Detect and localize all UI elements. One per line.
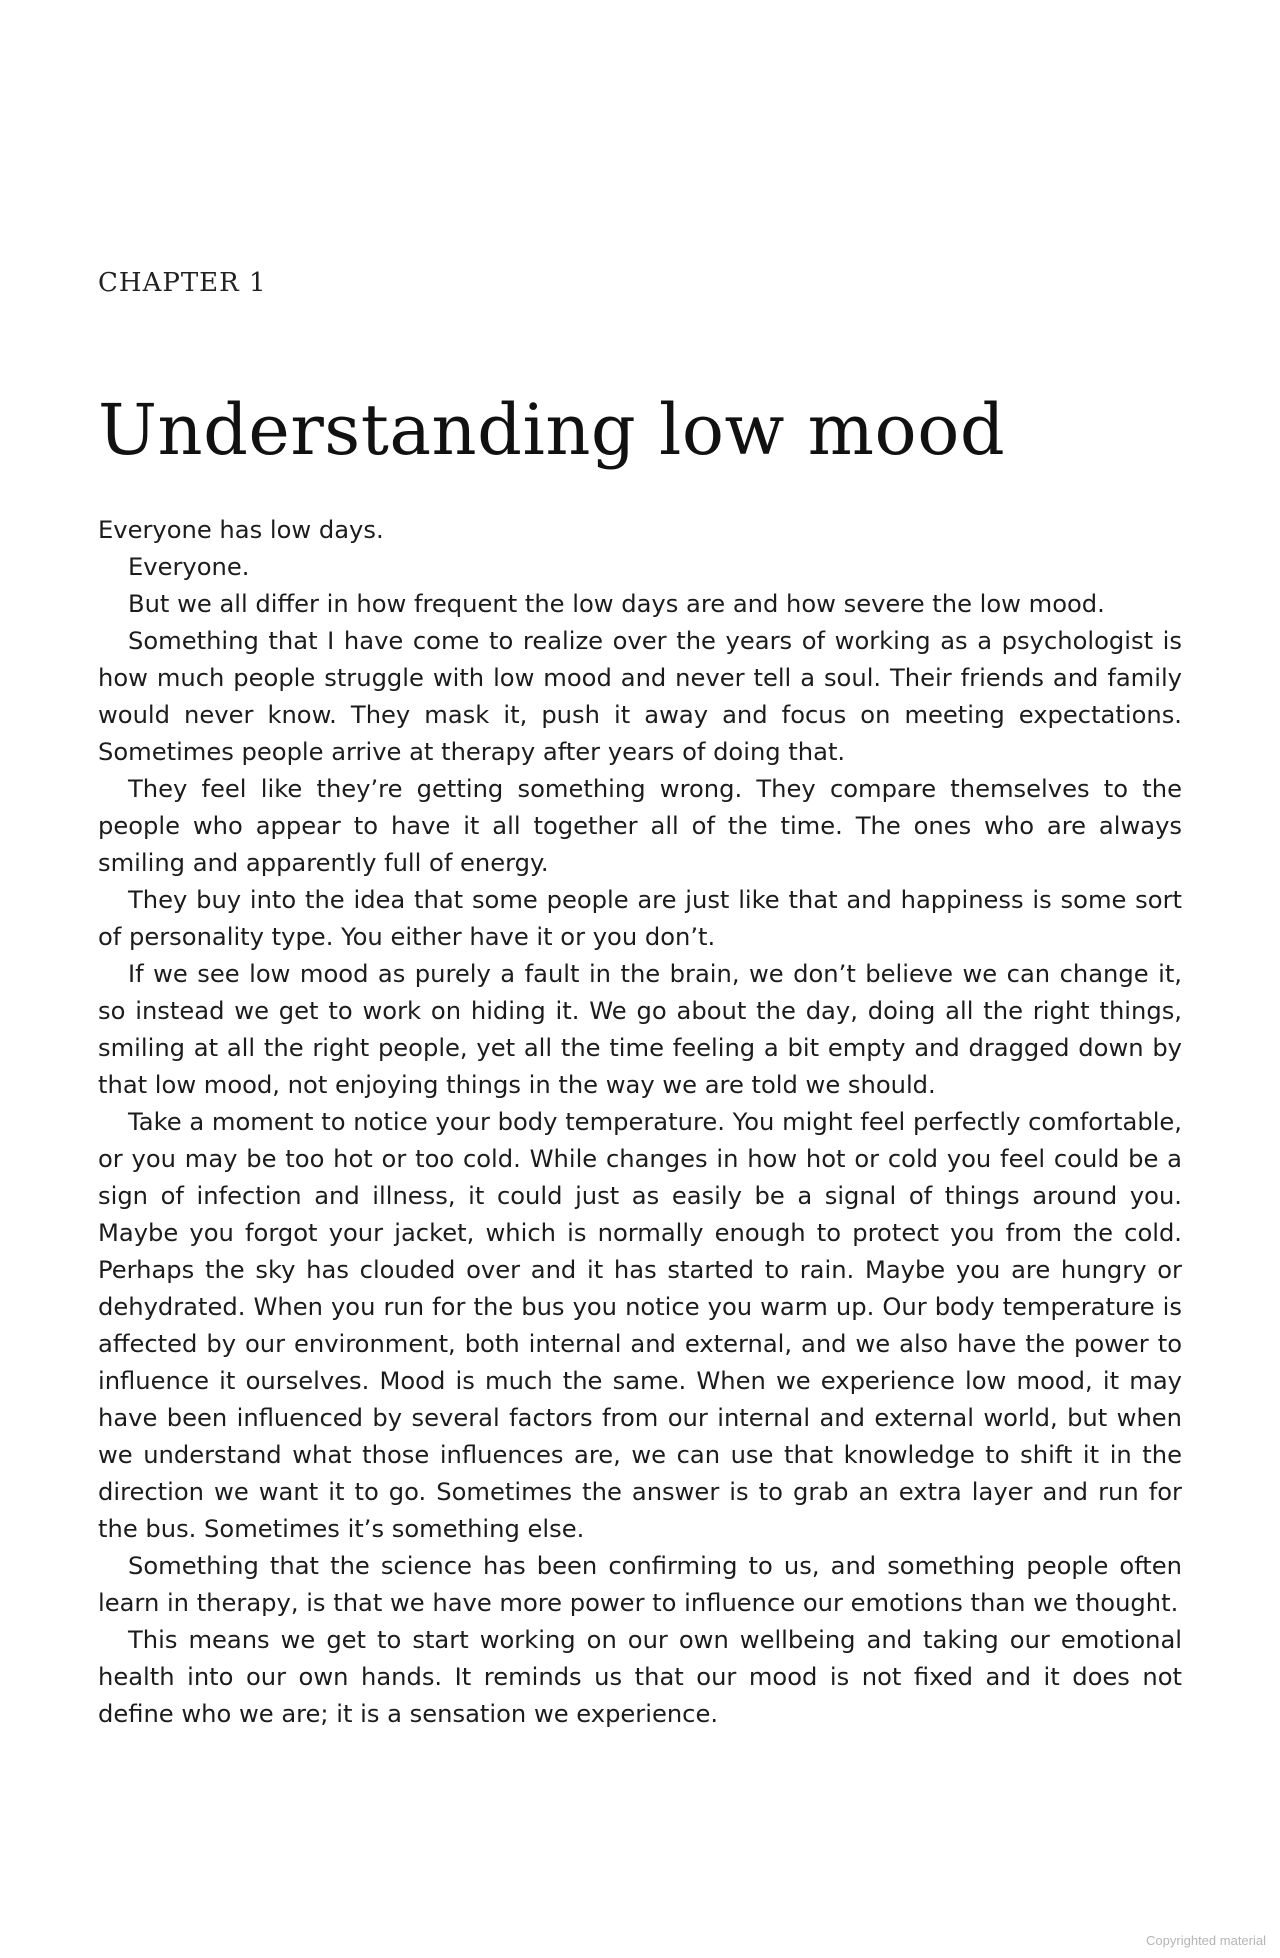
paragraph: They buy into the idea that some people are just like that and happiness is some sort of personality type. You either have it or you don’t. bbox=[98, 886, 1182, 951]
paragraph: Everyone has low days. bbox=[98, 516, 384, 544]
paragraph: But we all differ in how frequent the low days are and how severe the low mood. bbox=[128, 590, 1105, 618]
chapter-label: CHAPTER 1 bbox=[98, 268, 267, 298]
paragraph: Something that I have come to realize over the years of working as a psychologist is how much people struggle with low mood and never tell a soul. Their friends and family would never know. They mask it, push it away and focus on meeting expectations. Sometimes people arrive at therapy after years of doing that. bbox=[98, 627, 1182, 766]
paragraph: This means we get to start working on our own wellbeing and taking our emotional health into our own hands. It reminds us that our mood is not fixed and it does not define who we are; it is a sensation we experience. bbox=[98, 1626, 1182, 1728]
paragraph: They feel like they’re getting something wrong. They compare themselves to the people who appear to have it all together all of the time. The ones who are always smiling and apparently full of energy. bbox=[98, 775, 1182, 877]
paragraph: If we see low mood as purely a fault in the brain, we don’t believe we can change it, so instead we get to work on hiding it. We go about the day, doing all the right things, smiling at all the right people, yet all the time feeling a bit empty and dragged down by that low mood, not enjoying things in the way we are told we should. bbox=[98, 960, 1182, 1099]
chapter-title: Understanding low mood bbox=[98, 388, 1006, 471]
paragraph: Everyone. bbox=[128, 553, 250, 581]
paragraph: Something that the science has been confirming to us, and something people often learn in therapy, is that we have more power to influence our emotions than we thought. bbox=[98, 1552, 1182, 1617]
copyright-notice: Copyrighted material bbox=[1146, 1933, 1266, 1948]
paragraph: Take a moment to notice your body temperature. You might feel perfectly comfortable, or you may be too hot or too cold. While changes in how hot or cold you feel could be a sign of infection and illness, it could just as easily be a signal of things around you. Maybe you forgot your jacket, which is normally enough to protect you from the cold. Perhaps the sky has clouded over and it has started to rain. Maybe you are hungry or dehydrated. When you run for the bus you notice you warm up. Our body temperature is affected by our environment, both internal and external, and we also have the power to influence it ourselves. Mood is much the same. When we experience low mood, it may have been influenced by several factors from our internal and external world, but when we understand what those influences are, we can use that knowledge to shift it in the direction we want it to go. Sometimes the answer is to grab an extra layer and run for the bus. Sometimes it’s something else. bbox=[98, 1108, 1182, 1543]
chapter-body bbox=[98, 512, 1182, 1733]
